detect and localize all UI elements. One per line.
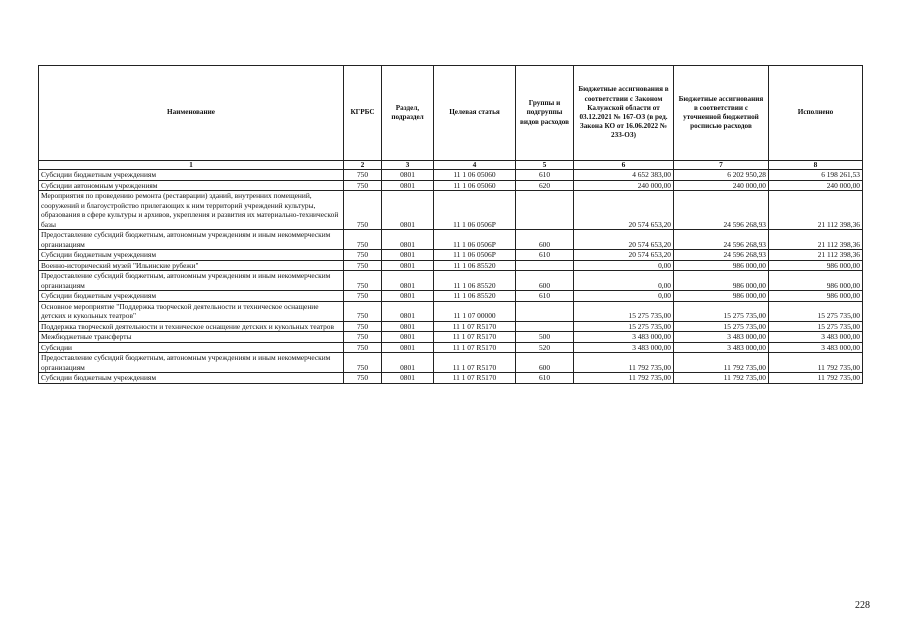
row-target-article: 11 1 06 0506Р bbox=[434, 250, 516, 261]
row-name: Субсидии бюджетным учреждениям bbox=[39, 291, 344, 302]
row-target-article: 11 1 06 85520 bbox=[434, 291, 516, 302]
header-section: Раздел, подраздел bbox=[382, 66, 434, 161]
header-law-allocations: Бюджетные ассигнования в соответствии с Законом Калужской области от 03.12.2021 № 167-ОЗ (в ред. Закона КО от 16.06.2022 № 233-ОЗ) bbox=[574, 66, 674, 161]
row-law-allocation: 20 574 653,20 bbox=[574, 230, 674, 250]
row-expense-group bbox=[516, 260, 574, 271]
row-law-allocation: 20 574 653,20 bbox=[574, 191, 674, 230]
table-row bbox=[39, 373, 863, 384]
row-kgrbs: 750 bbox=[344, 170, 382, 181]
row-refined-allocation: 15 275 735,00 bbox=[674, 301, 769, 321]
row-expense-group: 520 bbox=[516, 342, 574, 353]
row-law-allocation: 15 275 735,00 bbox=[574, 301, 674, 321]
row-kgrbs: 750 bbox=[344, 373, 382, 384]
row-section: 0801 bbox=[382, 301, 434, 321]
row-expense-group: 600 bbox=[516, 230, 574, 250]
row-expense-group: 600 bbox=[516, 353, 574, 373]
row-executed: 3 483 000,00 bbox=[769, 342, 863, 353]
row-kgrbs: 750 bbox=[344, 301, 382, 321]
table-row bbox=[39, 353, 863, 373]
row-executed: 986 000,00 bbox=[769, 260, 863, 271]
row-name: Межбюджетные трансферты bbox=[39, 332, 344, 343]
table-row bbox=[39, 191, 863, 230]
row-expense-group: 610 bbox=[516, 250, 574, 261]
table-row bbox=[39, 230, 863, 250]
row-section: 0801 bbox=[382, 342, 434, 353]
row-law-allocation: 11 792 735,00 bbox=[574, 373, 674, 384]
row-section: 0801 bbox=[382, 250, 434, 261]
row-refined-allocation: 24 596 268,93 bbox=[674, 230, 769, 250]
row-section: 0801 bbox=[382, 353, 434, 373]
row-section: 0801 bbox=[382, 191, 434, 230]
row-expense-group bbox=[516, 321, 574, 332]
row-executed: 986 000,00 bbox=[769, 291, 863, 302]
row-law-allocation: 20 574 653,20 bbox=[574, 250, 674, 261]
table-row bbox=[39, 170, 863, 181]
table-row bbox=[39, 301, 863, 321]
row-refined-allocation: 240 000,00 bbox=[674, 180, 769, 191]
budget-table bbox=[38, 65, 863, 384]
row-target-article: 11 1 06 0506Р bbox=[434, 191, 516, 230]
row-target-article: 11 1 06 85520 bbox=[434, 260, 516, 271]
row-executed: 15 275 735,00 bbox=[769, 321, 863, 332]
row-section: 0801 bbox=[382, 291, 434, 302]
row-kgrbs: 750 bbox=[344, 250, 382, 261]
column-number: 6 bbox=[574, 161, 674, 170]
row-executed: 11 792 735,00 bbox=[769, 373, 863, 384]
row-kgrbs: 750 bbox=[344, 321, 382, 332]
table-row bbox=[39, 260, 863, 271]
table-header bbox=[39, 66, 863, 161]
row-law-allocation: 0,00 bbox=[574, 291, 674, 302]
row-name: Предоставление субсидий бюджетным, автономным учреждениям и иным некоммерческим организациям bbox=[39, 271, 344, 291]
row-refined-allocation: 986 000,00 bbox=[674, 271, 769, 291]
row-refined-allocation: 15 275 735,00 bbox=[674, 321, 769, 332]
row-name: Субсидии бюджетным учреждениям bbox=[39, 170, 344, 181]
table-row bbox=[39, 180, 863, 191]
table-row bbox=[39, 332, 863, 343]
row-refined-allocation: 11 792 735,00 bbox=[674, 373, 769, 384]
row-kgrbs: 750 bbox=[344, 230, 382, 250]
row-expense-group bbox=[516, 301, 574, 321]
row-expense-group: 610 bbox=[516, 291, 574, 302]
row-executed: 21 112 398,36 bbox=[769, 230, 863, 250]
column-number: 3 bbox=[382, 161, 434, 170]
row-expense-group: 610 bbox=[516, 373, 574, 384]
row-refined-allocation: 6 202 950,28 bbox=[674, 170, 769, 181]
row-section: 0801 bbox=[382, 260, 434, 271]
table-body bbox=[39, 161, 863, 384]
row-law-allocation: 15 275 735,00 bbox=[574, 321, 674, 332]
row-target-article: 11 1 07 R5170 bbox=[434, 353, 516, 373]
row-section: 0801 bbox=[382, 271, 434, 291]
row-target-article: 11 1 06 05060 bbox=[434, 180, 516, 191]
row-law-allocation: 3 483 000,00 bbox=[574, 342, 674, 353]
row-expense-group bbox=[516, 191, 574, 230]
row-executed: 240 000,00 bbox=[769, 180, 863, 191]
row-executed: 6 198 261,53 bbox=[769, 170, 863, 181]
row-law-allocation: 4 652 383,00 bbox=[574, 170, 674, 181]
row-expense-group: 500 bbox=[516, 332, 574, 343]
column-number: 2 bbox=[344, 161, 382, 170]
row-executed: 15 275 735,00 bbox=[769, 301, 863, 321]
table-row bbox=[39, 342, 863, 353]
row-law-allocation: 3 483 000,00 bbox=[574, 332, 674, 343]
header-groups: Группы и подгруппы видов расходов bbox=[516, 66, 574, 161]
row-refined-allocation: 24 596 268,93 bbox=[674, 191, 769, 230]
row-target-article: 11 1 06 05060 bbox=[434, 170, 516, 181]
row-expense-group: 620 bbox=[516, 180, 574, 191]
row-refined-allocation: 11 792 735,00 bbox=[674, 353, 769, 373]
row-kgrbs: 750 bbox=[344, 180, 382, 191]
row-kgrbs: 750 bbox=[344, 332, 382, 343]
row-section: 0801 bbox=[382, 321, 434, 332]
page-number: 228 bbox=[855, 600, 870, 611]
table-row bbox=[39, 271, 863, 291]
row-section: 0801 bbox=[382, 170, 434, 181]
row-executed: 11 792 735,00 bbox=[769, 353, 863, 373]
row-kgrbs: 750 bbox=[344, 342, 382, 353]
row-target-article: 11 1 07 R5170 bbox=[434, 332, 516, 343]
row-name: Предоставление субсидий бюджетным, автономным учреждениям и иным некоммерческим организациям bbox=[39, 230, 344, 250]
row-kgrbs: 750 bbox=[344, 353, 382, 373]
row-target-article: 11 1 07 R5170 bbox=[434, 342, 516, 353]
row-refined-allocation: 3 483 000,00 bbox=[674, 342, 769, 353]
table-row bbox=[39, 291, 863, 302]
row-refined-allocation: 3 483 000,00 bbox=[674, 332, 769, 343]
row-refined-allocation: 24 596 268,93 bbox=[674, 250, 769, 261]
row-law-allocation: 240 000,00 bbox=[574, 180, 674, 191]
header-refined-allocations: Бюджетные ассигнования в соответствии с уточненной бюджетной росписью расходов bbox=[674, 66, 769, 161]
row-kgrbs: 750 bbox=[344, 291, 382, 302]
row-target-article: 11 1 06 0506Р bbox=[434, 230, 516, 250]
row-name: Мероприятия по проведению ремонта (реставрации) зданий, внутренних помещений, сооружений и благоустройство прилегающих к ним территорий учреждений культуры, образования в сфере культуры и архивов, укрепления и развития их материально-технической базы bbox=[39, 191, 344, 230]
row-executed: 3 483 000,00 bbox=[769, 332, 863, 343]
row-executed: 21 112 398,36 bbox=[769, 191, 863, 230]
row-name: Субсидии бюджетным учреждениям bbox=[39, 373, 344, 384]
column-number: 5 bbox=[516, 161, 574, 170]
row-section: 0801 bbox=[382, 373, 434, 384]
header-kgrbs: КГРБС bbox=[344, 66, 382, 161]
row-refined-allocation: 986 000,00 bbox=[674, 260, 769, 271]
row-target-article: 11 1 07 00000 bbox=[434, 301, 516, 321]
row-kgrbs: 750 bbox=[344, 191, 382, 230]
row-executed: 986 000,00 bbox=[769, 271, 863, 291]
row-section: 0801 bbox=[382, 332, 434, 343]
row-target-article: 11 1 06 85520 bbox=[434, 271, 516, 291]
row-kgrbs: 750 bbox=[344, 271, 382, 291]
row-kgrbs: 750 bbox=[344, 260, 382, 271]
row-section: 0801 bbox=[382, 180, 434, 191]
header-target: Целевая статья bbox=[434, 66, 516, 161]
row-expense-group: 600 bbox=[516, 271, 574, 291]
row-expense-group: 610 bbox=[516, 170, 574, 181]
row-name: Субсидии bbox=[39, 342, 344, 353]
row-target-article: 11 1 07 R5170 bbox=[434, 321, 516, 332]
header-name: Наименование bbox=[39, 66, 344, 161]
column-number: 1 bbox=[39, 161, 344, 170]
header-executed: Исполнено bbox=[769, 66, 863, 161]
row-executed: 21 112 398,36 bbox=[769, 250, 863, 261]
row-name: Военно-исторический музей "Ильинские рубежи" bbox=[39, 260, 344, 271]
row-name: Предоставление субсидий бюджетным, автономным учреждениям и иным некоммерческим организациям bbox=[39, 353, 344, 373]
row-name: Субсидии бюджетным учреждениям bbox=[39, 250, 344, 261]
column-number: 7 bbox=[674, 161, 769, 170]
table-row bbox=[39, 250, 863, 261]
column-numbers-row bbox=[39, 161, 863, 170]
row-law-allocation: 0,00 bbox=[574, 260, 674, 271]
row-name: Поддержка творческой деятельности и техническое оснащение детских и кукольных театров bbox=[39, 321, 344, 332]
column-number: 4 bbox=[434, 161, 516, 170]
row-section: 0801 bbox=[382, 230, 434, 250]
column-number: 8 bbox=[769, 161, 863, 170]
row-name: Субсидии автономным учреждениям bbox=[39, 180, 344, 191]
table-row bbox=[39, 321, 863, 332]
row-target-article: 11 1 07 R5170 bbox=[434, 373, 516, 384]
row-law-allocation: 11 792 735,00 bbox=[574, 353, 674, 373]
row-name: Основное мероприятие "Поддержка творческой деятельности и техническое оснащение детских и кукольных театров" bbox=[39, 301, 344, 321]
row-refined-allocation: 986 000,00 bbox=[674, 291, 769, 302]
row-law-allocation: 0,00 bbox=[574, 271, 674, 291]
